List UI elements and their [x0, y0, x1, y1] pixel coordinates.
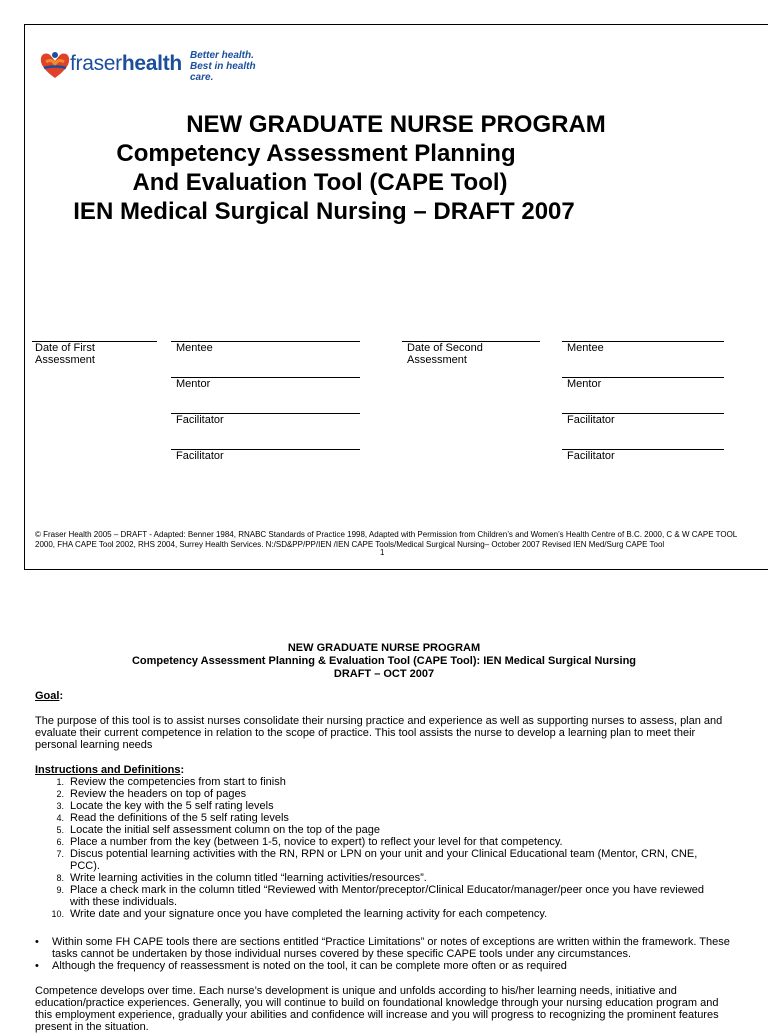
- heart-person-icon: [38, 48, 72, 82]
- page2-heading-1: NEW GRADUATE NURSE PROGRAM: [287, 642, 481, 654]
- fraserhealth-logo: [38, 48, 268, 82]
- notes-list: [35, 936, 735, 972]
- date-first-label: Date of First Assessment: [35, 342, 95, 366]
- instruction-item: 5. Locate the initial self assessment column on the top of the page: [56, 824, 381, 836]
- instruction-item: 8. Write learning activities in the column titled “learning activities/resources”.: [56, 872, 427, 884]
- facilitator-first-label-1: Facilitator: [176, 414, 224, 426]
- brand-tagline: Better health. Best in health care.: [190, 50, 256, 83]
- page-number: 1: [380, 548, 385, 557]
- instruction-item: 9. Place a check mark in the column titled “Reviewed with Mentor/preceptor/Clinical Educator/manager/peer once you have reviewed with these individuals.: [56, 884, 705, 908]
- facilitator-second-label-2: Facilitator: [567, 450, 615, 462]
- instruction-item: 3. Locate the key with the 5 self rating levels: [56, 800, 274, 812]
- cover-title-line-2: Competency Assessment Planning: [116, 140, 516, 167]
- goal-heading: Goal:: [35, 690, 64, 702]
- instruction-item: 2. Review the headers on top of pages: [56, 788, 247, 800]
- instructions-list: [35, 776, 725, 920]
- bullet-icon: •: [35, 936, 39, 948]
- page2-heading-3: DRAFT – OCT 2007: [333, 668, 435, 680]
- cover-title-line-3: And Evaluation Tool (CAPE Tool): [132, 169, 508, 196]
- instructions-heading: Instructions and Definitions:: [35, 764, 185, 776]
- date-second-label: Date of Second Assessment: [407, 342, 483, 366]
- mentor-second-label: Mentor: [567, 378, 602, 390]
- cover-title-line-1: NEW GRADUATE NURSE PROGRAM: [186, 111, 606, 138]
- instruction-item: 7. Discus potential learning activities with the RN, RPN or LPN on your unit and your Clinical Educational team (Mentor, CRN, CNE, PCC).: [56, 848, 698, 872]
- instruction-item: 6. Place a number from the key (between 1-5, novice to expert) to reflect your level for that competency.: [56, 836, 563, 848]
- mentee-second-label: Mentee: [567, 342, 604, 354]
- note-item: • Although the frequency of reassessment is noted on the tool, it can be complete more often or as required: [35, 960, 567, 972]
- instruction-item: 10. Write date and your signature once you have completed the learning activity for each competency.: [51, 908, 548, 920]
- page2-heading-2: Competency Assessment Planning & Evaluation Tool (CAPE Tool): IEN Medical Surgical Nursing: [131, 655, 637, 667]
- closing-text: Competence develops over time. Each nurse’s development is unique and unfolds according to his/her learning needs, initiative and education/practice experiences. Generally, you will continue to build on foundational knowledge through your nursing education program and this employment experience, gradually your abilities and confidence will increase and you will progress to recognizing the prominent features present in the situation.: [35, 985, 719, 1033]
- facilitator-second-label-1: Facilitator: [567, 414, 615, 426]
- instruction-item: 1. Review the competencies from start to finish: [56, 776, 286, 788]
- bullet-icon: •: [35, 960, 39, 972]
- facilitator-first-label-2: Facilitator: [176, 450, 224, 462]
- cover-title-line-4: IEN Medical Surgical Nursing – DRAFT 2007: [73, 198, 575, 225]
- mentor-first-label: Mentor: [176, 378, 211, 390]
- cover-page: [24, 24, 768, 570]
- brand-wordmark: fraserhealth: [70, 52, 182, 75]
- instruction-item: 4. Read the definitions of the 5 self rating levels: [56, 812, 289, 824]
- mentee-first-label: Mentee: [176, 342, 213, 354]
- note-item: • Within some FH CAPE tools there are sections entitled “Practice Limitations” or notes of exceptions are written within the framework. These tasks cannot be undertaken by those individual nurses covered by these specific CAPE tools under any circumstances.: [35, 936, 730, 960]
- goal-text: The purpose of this tool is to assist nurses consolidate their nursing practice and experience as well as supporting nurses to assess, plan and evaluate their current competence in relation to the scope of practice. This tool assists the nurse to develop a learning plan to meet their personal learning needs: [35, 715, 723, 751]
- cover-footer: © Fraser Health 2005 – DRAFT - Adapted: Benner 1984, RNABC Standards of Practice 1998, Adapted with Permission from Children’s and Women’s Health Centre of B.C. 2000, C & W CAPE TOOL 2000, FHA CAPE Tool 2002, RHS 2004, Surrey Health Services. N:/SD&PP/PP/IEN /IEN CAPE Tools/Medical Surgical Nursing– October 2007 Revised IEN Med/Surg CAPE Tool: [35, 530, 738, 549]
